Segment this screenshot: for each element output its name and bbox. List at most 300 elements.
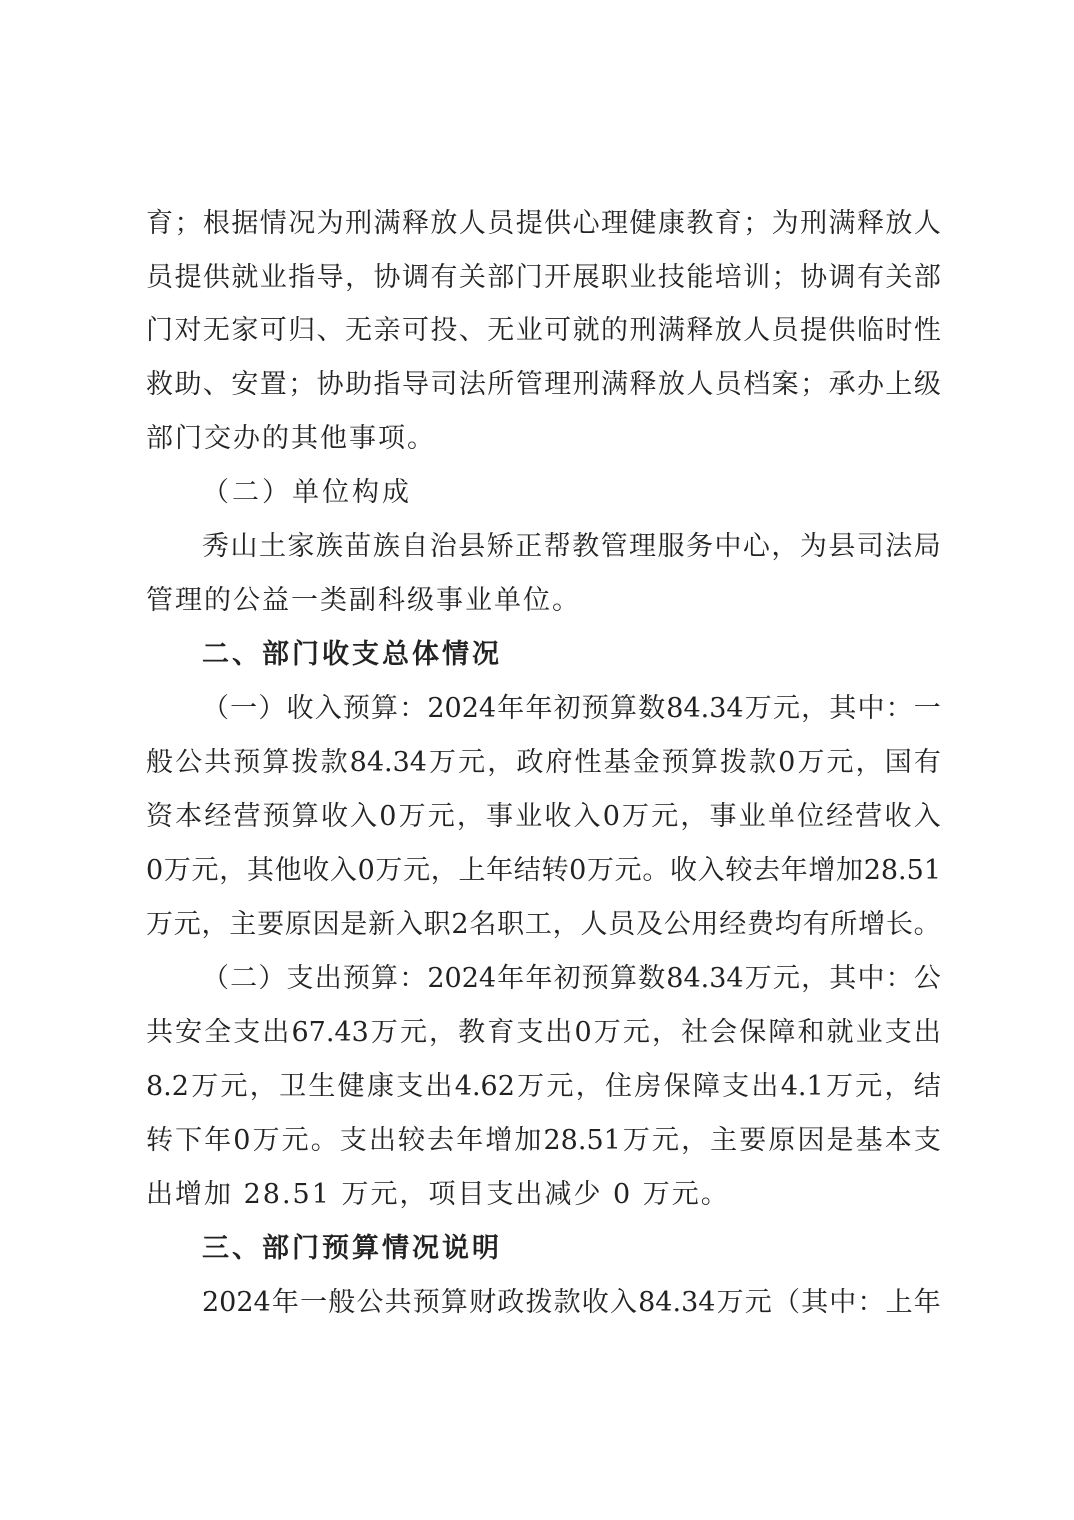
glyph: 营	[233, 801, 261, 832]
glyph: 年	[497, 963, 525, 994]
glyph: 0	[357, 855, 375, 886]
glyph: 新	[368, 909, 396, 940]
glyph: 教	[458, 1017, 486, 1048]
glyph: 收	[286, 693, 314, 724]
glyph: 关	[885, 262, 913, 293]
glyph: 中	[829, 1287, 857, 1318]
glyph: 要	[739, 1125, 767, 1156]
paragraph-line	[146, 797, 941, 837]
glyph: 支	[286, 963, 314, 994]
paragraph-line	[202, 689, 941, 729]
glyph: 收	[670, 855, 697, 886]
glyph: 万	[146, 909, 173, 940]
glyph: 据	[231, 208, 259, 239]
glyph: 有	[802, 909, 830, 940]
glyph: 出	[913, 1017, 941, 1048]
glyph: 务	[685, 531, 713, 562]
glyph: 案	[771, 369, 799, 400]
glyph: 算	[291, 801, 319, 832]
glyph: 社	[681, 1017, 709, 1048]
glyph: 时	[885, 315, 913, 346]
glyph: 0	[233, 1125, 251, 1156]
glyph: 业	[515, 801, 543, 832]
glyph: 入	[329, 855, 357, 886]
glyph: 万	[825, 1071, 853, 1102]
glyph: 保	[739, 1017, 767, 1048]
paragraph-line	[146, 311, 941, 351]
glyph: ，	[487, 747, 515, 778]
glyph: 元	[651, 801, 679, 832]
glyph: 算	[371, 693, 399, 724]
glyph: 及	[635, 909, 663, 940]
glyph: 理	[544, 369, 572, 400]
glyph: 0	[602, 801, 620, 832]
glyph: 全	[204, 1017, 232, 1048]
glyph: ，	[552, 909, 580, 940]
paragraph-line	[146, 1067, 941, 1107]
glyph: 心	[572, 208, 600, 239]
glyph: 。	[642, 855, 670, 886]
glyph: 较	[725, 855, 753, 886]
glyph: ；	[771, 262, 799, 293]
glyph: 二	[230, 963, 258, 994]
glyph: 支	[722, 1071, 750, 1102]
glyph: 为	[316, 208, 344, 239]
glyph: 万	[593, 1017, 621, 1048]
glyph: 放	[430, 208, 458, 239]
glyph: 收	[320, 801, 348, 832]
glyph: 万	[797, 747, 825, 778]
glyph: 协	[316, 369, 344, 400]
glyph: 算	[690, 747, 718, 778]
glyph: 协	[800, 262, 828, 293]
glyph: 预	[342, 963, 370, 994]
glyph: 0	[146, 855, 164, 886]
glyph: 管	[515, 369, 543, 400]
glyph: 元	[220, 1071, 248, 1102]
glyph: 公	[913, 963, 941, 994]
glyph: 康	[366, 1071, 394, 1102]
glyph: 年	[525, 693, 553, 724]
glyph: 助	[345, 369, 373, 400]
glyph: 承	[828, 369, 856, 400]
glyph: ，	[651, 1017, 679, 1048]
glyph: 万	[370, 1017, 398, 1048]
glyph: 84.34	[638, 1287, 716, 1318]
glyph: ：	[857, 1287, 885, 1318]
glyph: 供	[828, 315, 856, 346]
glyph: 因	[797, 1125, 825, 1156]
glyph: 8.2	[146, 1071, 189, 1102]
glyph: 员	[146, 262, 173, 293]
glyph: 基	[855, 1125, 883, 1156]
glyph: 年	[525, 963, 553, 994]
glyph: 门	[515, 262, 543, 293]
glyph: 归	[288, 315, 316, 346]
glyph: 预	[342, 693, 370, 724]
glyph: ，	[681, 1125, 709, 1156]
paragraph-line	[146, 365, 941, 405]
glyph: 67.43	[291, 1017, 369, 1048]
glyph: 2024	[427, 693, 497, 724]
glyph: 加	[514, 1125, 542, 1156]
paragraph-line: 出增加 28.51 万元，项目支出减少 0 万元。	[146, 1179, 730, 1210]
glyph: 调	[828, 262, 856, 293]
glyph: 公	[175, 747, 203, 778]
glyph: 业	[515, 315, 543, 346]
glyph: 下	[175, 1125, 203, 1156]
section-heading: 二、部门收支总体情况	[202, 639, 502, 670]
glyph: 元	[855, 1071, 883, 1102]
glyph: ：	[399, 963, 427, 994]
glyph: ，	[249, 1071, 277, 1102]
glyph: 2	[451, 909, 469, 940]
glyph: 刑	[572, 369, 600, 400]
glyph: 入	[314, 693, 342, 724]
glyph: 2024	[427, 963, 497, 994]
glyph: 去	[427, 1125, 455, 1156]
glyph: 员	[608, 909, 636, 940]
glyph: 根	[202, 208, 230, 239]
glyph: 员	[714, 369, 742, 400]
glyph: 档	[743, 369, 771, 400]
glyph: 释	[686, 315, 714, 346]
glyph: 员	[487, 208, 515, 239]
glyph: 其	[801, 1287, 829, 1318]
glyph: 帮	[543, 531, 571, 562]
glyph: 教	[572, 531, 600, 562]
glyph: 元	[744, 1287, 772, 1318]
glyph: 入	[350, 801, 378, 832]
glyph: 经	[719, 909, 747, 940]
glyph: 万	[163, 855, 191, 886]
glyph: 理	[601, 208, 628, 239]
paragraph-line	[146, 258, 941, 298]
glyph: 。	[310, 1125, 338, 1156]
glyph: 人	[580, 909, 608, 940]
glyph: 事	[709, 801, 737, 832]
glyph: 算	[371, 963, 399, 994]
glyph: 共	[146, 1017, 173, 1048]
glyph: 基	[603, 747, 631, 778]
glyph: 28.51	[863, 855, 941, 886]
glyph: 预	[412, 1287, 440, 1318]
glyph: 所	[830, 909, 858, 940]
glyph: 释	[629, 369, 657, 400]
glyph: 入	[913, 801, 941, 832]
glyph: 元	[826, 747, 854, 778]
glyph: 满	[657, 315, 685, 346]
glyph: 万	[191, 1071, 219, 1102]
glyph: 调	[401, 262, 429, 293]
glyph: 主	[710, 1125, 738, 1156]
glyph: 情	[259, 208, 287, 239]
glyph: 元	[191, 855, 219, 886]
glyph: ，	[855, 747, 883, 778]
glyph: 可	[544, 315, 572, 346]
glyph: 导	[401, 369, 429, 400]
paragraph-line	[146, 1121, 941, 1161]
glyph: 0	[569, 855, 587, 886]
glyph: 拨	[719, 747, 747, 778]
glyph: 算	[262, 747, 290, 778]
glyph: 县	[828, 531, 856, 562]
glyph: 刑	[629, 315, 657, 346]
glyph: ，	[575, 1071, 603, 1102]
glyph: 初	[553, 963, 581, 994]
glyph: 支	[396, 1071, 424, 1102]
glyph: 无	[487, 315, 515, 346]
glyph: 经	[204, 801, 232, 832]
glyph: 较	[398, 1125, 426, 1156]
glyph: 结	[513, 855, 541, 886]
glyph: 出	[545, 1017, 573, 1048]
glyph: 障	[768, 1017, 796, 1048]
glyph: 职	[423, 909, 451, 940]
glyph: 是	[826, 1125, 854, 1156]
glyph: 级	[913, 369, 941, 400]
glyph: 原	[768, 1125, 796, 1156]
glyph: 就	[826, 1017, 854, 1048]
glyph: 救	[146, 369, 173, 400]
glyph: 提	[515, 208, 543, 239]
glyph: 万	[622, 1125, 650, 1156]
glyph: 万	[744, 963, 772, 994]
glyph: 府	[545, 747, 573, 778]
glyph: 刑	[800, 208, 828, 239]
glyph: 84.34	[666, 963, 744, 994]
glyph: 2024	[202, 1287, 271, 1318]
glyph: ，	[219, 855, 247, 886]
glyph: 有	[856, 262, 884, 293]
glyph: 能	[686, 262, 714, 293]
glyph: 元	[427, 801, 455, 832]
paragraph-line	[146, 743, 941, 783]
glyph: （	[202, 693, 229, 724]
glyph: 服	[657, 531, 685, 562]
glyph: 、	[458, 315, 486, 346]
glyph: 况	[288, 208, 316, 239]
glyph: 自	[401, 531, 429, 562]
glyph: 预	[581, 693, 609, 724]
glyph: 元	[622, 1017, 650, 1048]
glyph: 收	[581, 1287, 609, 1318]
glyph: ，	[429, 1017, 457, 1048]
glyph: 的	[601, 315, 628, 346]
glyph: 84.34	[666, 693, 744, 724]
glyph: 万	[586, 855, 614, 886]
glyph: 业	[629, 262, 657, 293]
glyph: 支	[233, 1017, 261, 1048]
glyph: 刑	[345, 208, 373, 239]
glyph: 数	[638, 963, 666, 994]
glyph: 支	[516, 1017, 544, 1048]
glyph: 安	[231, 369, 259, 400]
glyph: 放	[657, 369, 685, 400]
glyph: 对	[174, 315, 202, 346]
glyph: ；	[800, 369, 828, 400]
glyph: 卫	[279, 1071, 307, 1102]
glyph: 满	[601, 369, 628, 400]
glyph: 释	[401, 208, 429, 239]
glyph: 4.1	[780, 1071, 824, 1102]
glyph: ；	[174, 208, 202, 239]
glyph: 置	[259, 369, 287, 400]
glyph: 拨	[525, 1287, 553, 1318]
glyph: 出	[368, 1125, 396, 1156]
glyph: 族	[315, 531, 343, 562]
glyph: ：	[399, 693, 427, 724]
glyph: 为	[771, 208, 799, 239]
glyph: ：	[885, 693, 913, 724]
glyph: 供	[202, 262, 230, 293]
glyph: 0	[778, 747, 796, 778]
glyph: 年	[456, 1125, 484, 1156]
glyph: 部	[913, 262, 941, 293]
glyph: 协	[373, 262, 401, 293]
paragraph-line: 管理的公益一类副科级事业单位。	[146, 585, 581, 616]
glyph: 增	[485, 1125, 513, 1156]
paragraph-line: 部门交办的其他事项。	[146, 423, 436, 454]
glyph: 人	[913, 208, 941, 239]
glyph: 是	[340, 909, 368, 940]
glyph: 职	[601, 262, 628, 293]
glyph: 算	[609, 693, 637, 724]
glyph: 加	[836, 855, 864, 886]
glyph: 安	[175, 1017, 203, 1048]
glyph: 预	[661, 747, 689, 778]
glyph: 其	[829, 693, 857, 724]
glyph: 原	[284, 909, 312, 940]
glyph: 中	[857, 693, 885, 724]
glyph: 业	[259, 262, 287, 293]
glyph: 族	[372, 531, 400, 562]
glyph: 秀	[202, 531, 229, 562]
glyph: 入	[697, 855, 725, 886]
glyph: 费	[747, 909, 775, 940]
glyph: 就	[572, 315, 600, 346]
glyph: 初	[553, 693, 581, 724]
glyph: （	[202, 963, 229, 994]
glyph: 公	[663, 909, 691, 940]
glyph: 法	[458, 369, 486, 400]
glyph: 人	[743, 315, 771, 346]
glyph: 结	[913, 1071, 941, 1102]
glyph: ，	[345, 262, 373, 293]
glyph: 为	[799, 531, 827, 562]
glyph: 4.62	[454, 1071, 515, 1102]
glyph: 司	[856, 531, 884, 562]
glyph: 营	[855, 801, 883, 832]
glyph: 山	[230, 531, 258, 562]
glyph: 助	[174, 369, 202, 400]
glyph: 性	[574, 747, 602, 778]
glyph: 出	[314, 963, 342, 994]
glyph: 投	[430, 315, 458, 346]
glyph: 万	[517, 1071, 545, 1102]
glyph: ，	[680, 801, 708, 832]
glyph: 一	[913, 693, 941, 724]
glyph: 共	[384, 1287, 412, 1318]
glyph: 就	[231, 262, 259, 293]
glyph: 指	[288, 262, 316, 293]
glyph: 其	[829, 963, 857, 994]
glyph: 局	[913, 531, 941, 562]
paragraph-line	[202, 527, 941, 567]
glyph: 款	[749, 747, 777, 778]
glyph: 一	[300, 1287, 328, 1318]
glyph: 长	[885, 909, 913, 940]
glyph: 支	[913, 1125, 941, 1156]
glyph: 教	[686, 208, 714, 239]
glyph: 指	[373, 369, 401, 400]
glyph: ，	[801, 963, 829, 994]
glyph: 万	[252, 1125, 280, 1156]
glyph: 元	[173, 909, 201, 940]
glyph: 转	[541, 855, 569, 886]
glyph: 上	[885, 1287, 913, 1318]
glyph: 位	[796, 801, 824, 832]
glyph: 均	[774, 909, 802, 940]
glyph: 预	[262, 801, 290, 832]
glyph: 业	[738, 801, 766, 832]
glyph: 单	[767, 801, 795, 832]
glyph: 提	[174, 262, 202, 293]
glyph: 元	[772, 963, 800, 994]
glyph: 放	[714, 315, 742, 346]
glyph: 出	[262, 1017, 290, 1048]
glyph: 管	[600, 531, 628, 562]
glyph: 关	[458, 262, 486, 293]
glyph: 业	[855, 1017, 883, 1048]
glyph: 住	[605, 1071, 633, 1102]
glyph: ）	[258, 963, 286, 994]
glyph: ，	[456, 801, 484, 832]
glyph: 工	[524, 909, 552, 940]
glyph: 支	[884, 1017, 912, 1048]
glyph: 经	[826, 801, 854, 832]
glyph: 临	[856, 315, 884, 346]
glyph: 事	[486, 801, 514, 832]
glyph: 、	[316, 315, 344, 346]
glyph: 0	[574, 1017, 592, 1048]
glyph: 0	[379, 801, 397, 832]
glyph: 28.51	[543, 1125, 621, 1156]
glyph: 收	[302, 855, 330, 886]
glyph: 公	[356, 1287, 384, 1318]
glyph: 预	[581, 963, 609, 994]
glyph: 健	[337, 1071, 365, 1102]
glyph: 康	[657, 208, 685, 239]
glyph: 放	[885, 208, 913, 239]
glyph: 部	[487, 262, 515, 293]
glyph: 万	[398, 801, 426, 832]
glyph: ；	[288, 369, 316, 400]
glyph: 司	[430, 369, 458, 400]
glyph: 算	[440, 1287, 468, 1318]
glyph: 增	[808, 855, 836, 886]
glyph: ，	[771, 531, 799, 562]
glyph: 他	[274, 855, 302, 886]
glyph: 主	[229, 909, 257, 940]
paragraph-line	[202, 1283, 941, 1323]
paragraph-line	[146, 851, 941, 891]
glyph: 元	[399, 1017, 427, 1048]
glyph: 人	[458, 208, 486, 239]
glyph: 育	[146, 208, 173, 239]
glyph: 金	[632, 747, 660, 778]
glyph: 入	[609, 1287, 637, 1318]
